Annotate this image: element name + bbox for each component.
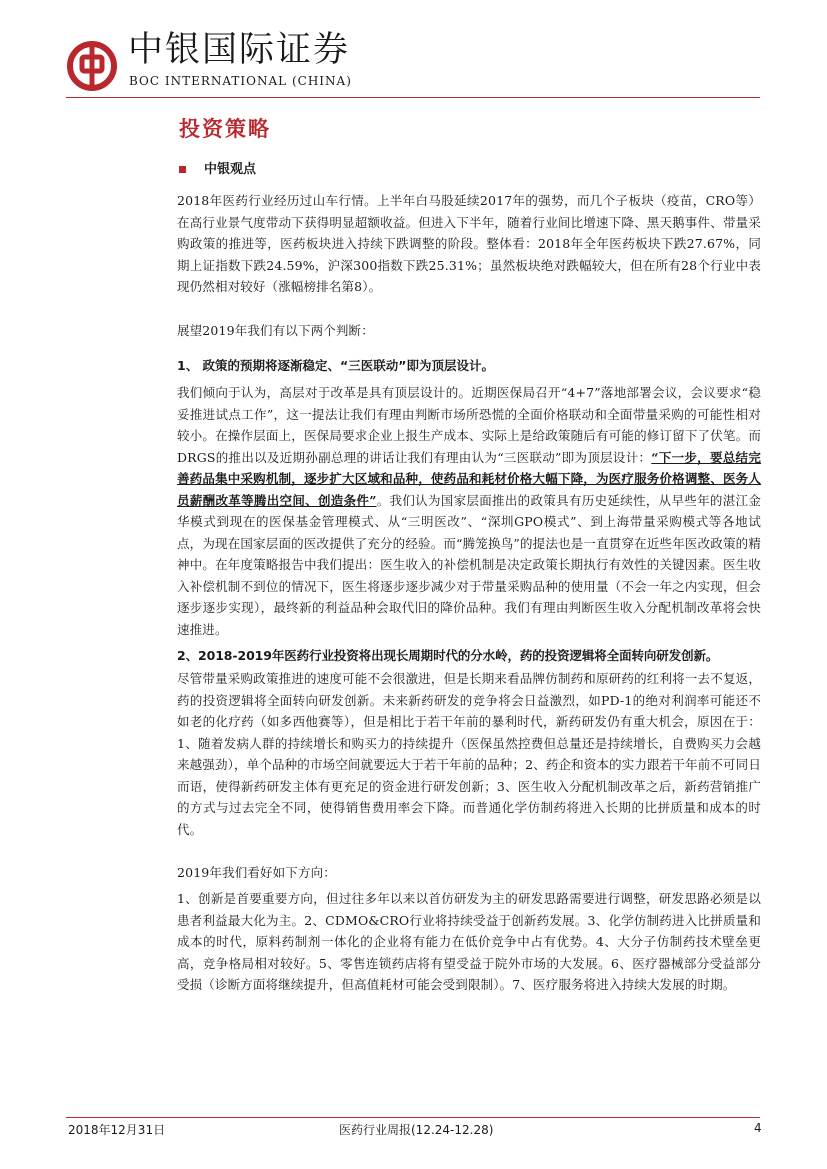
policy-paragraph bbox=[177, 382, 761, 640]
header-divider bbox=[66, 97, 760, 98]
footer-divider bbox=[66, 1117, 760, 1118]
boc-logo bbox=[66, 40, 118, 92]
subsection-label: 中银观点 bbox=[204, 162, 257, 177]
footer-report-title: 医药行业周报(12.24-12.28) bbox=[339, 1123, 494, 1137]
outlook-intro: 展望2019年我们有以下两个判断： bbox=[177, 323, 374, 338]
brand-name-chinese: 中银国际证券 bbox=[128, 30, 351, 70]
summary-paragraph: 2018年医药行业经历过山车行情。上半年白马股延续2017年的强势，而几个子板块（疫苗，CRO等）在高行业景气度带动下获得明显超额收益。但进入下半年，随着行业间比增速下降、黑天鹅事件、带量采购政策的推进等，医药板块进入持续下跌调整的阶段。整体看：2018年全年医药板块下跌27.67%，同期上证指数下跌24.59%，沪深300指数下跌25.31%；虽然板块绝对跌幅较大，但在所有28个行业中表现仍然相对较好（涨幅榜排名第8）。 bbox=[177, 193, 761, 294]
policy-text-b: 。我们认为国家层面推出的政策具有历史延续性，从早些年的湛江金华模式到现在的医保基金管理模式、从“三明医改”、“深圳GPO模式”、到上海带量采购模式等各地试点，为现在国家层面的医改提供了充分的经验。而“腾笼换鸟”的提法也是一直贯穿在近些年医改政策的精神中。在年度策略报告中我们提出：医生收入的补偿机制是决定政策长期执行有效性的关键因素。医生收入补偿机制不到位的情况下，医生将逐步逐步减少对于带量采购品种的使用量（不会一年之内实现，但会逐步逐步实现），最终新的利益品种会取代旧的降价品种。我们有理由判断医生收入分配机制改革将会快速推进。 bbox=[177, 492, 761, 637]
section-title: 投资策略 bbox=[179, 116, 271, 141]
innovation-paragraph: 尽管带量采购政策推进的速度可能不会很激进，但是长期来看品牌仿制药和原研药的红利将一去不复返，药的投资逻辑将全面转向研发创新。未来新药研发的竞争将会日益激烈，如PD-1的绝对利润率可能还不如老的化疗药（如多西他赛等），但是相比于若干年前的暴利时代，新药研发仍有重大机会，原因在于：1、随着发病人群的持续增长和购买力的持续提升（医保虽然控费但总量还是持续增长，自费购买力会越来越强劲），单个品种的市场空间就要远大于若干年前的品种；2、药企和资本的实力跟若干年前不可同日而语，使得新药研发主体有更充足的资金进行研发创新；3、医生收入分配机制改革之后，新药营销推广的方式与过去完全不同，使得销售费用率会下降。而普通化学仿制药将进入长期的比拼质量和成本的时代。 bbox=[177, 671, 761, 837]
directions-paragraph: 1、创新是首要重要方向，但过往多年以来以首仿研发为主的研发思路需要进行调整，研发思路必须是以患者利益最大化为主。2、CDMO&CRO行业将持续受益于创新药发展。3、化学仿制药进入比拼质量和成本的时代，原料药制剂一体化的企业将有能力在低价竞争中占有优势。4、大分子仿制药技术壁垒更高，竞争格局相对较好。5、零售连锁药店将有望受益于院外市场的大发展。6、医疗器械部分受益部分受损（诊断方面将继续提升，但高值耗材可能会受到限制）。7、医疗服务将进入持续大发展的时期。 bbox=[177, 891, 761, 992]
directions-intro: 2019年我们看好如下方向： bbox=[177, 865, 336, 880]
judgment-heading-2: 2、2018-2019年医药行业投资将出现长周期时代的分水岭，药的投资逻辑将全面转向研发创新。 bbox=[177, 648, 719, 663]
policy-quote-emphasis: “下一步，要总结完善药品集中采购机制，逐步扩大区域和品种，使药品和耗材价格大幅下降，为医疗服务价格调整、医务人员薪酬改革等腾出空间、创造条件” bbox=[177, 449, 761, 508]
bullet-square-icon bbox=[179, 166, 186, 173]
footer-date: 2018年12月31日 bbox=[68, 1123, 166, 1137]
brand-name-english: BOC INTERNATIONAL (CHINA) bbox=[129, 74, 352, 88]
policy-text-a: 我们倾向于认为，高层对于改革是具有顶层设计的。近期医保局召开“4+7”落地部署会议，会议要求“稳妥推进试点工作”，这一提法让我们有理由判断市场所恐慌的全面价格联动和全面带量采购的可能性相对较小。在操作层面上，医保局要求企业上报生产成本、实际上是给政策随后有可能的修订留下了伏笔。而DRGS的推出以及近期孙副总理的讲话让我们有理由认为“三医联动”即为顶层设计： bbox=[177, 385, 761, 465]
page-number: 4 bbox=[754, 1121, 762, 1135]
judgment-heading-1: 1、 政策的预期将逐渐稳定、“三医联动”即为顶层设计。 bbox=[177, 358, 494, 373]
